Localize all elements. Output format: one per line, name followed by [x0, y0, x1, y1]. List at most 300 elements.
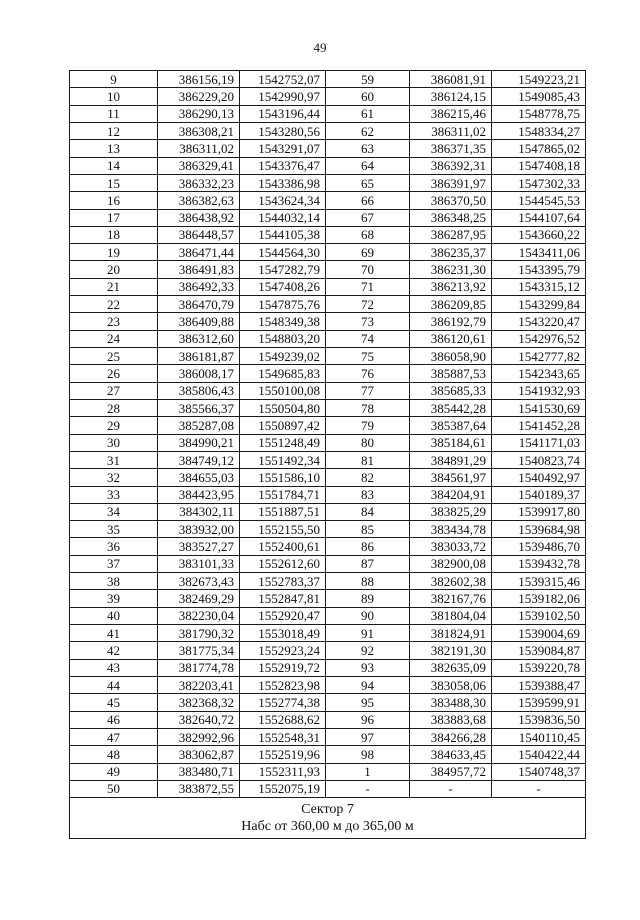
- y-coordinate-cell: 1551586,10: [240, 469, 326, 486]
- point-number-cell: 39: [70, 590, 158, 607]
- x-coordinate-cell: 383480,71: [158, 763, 240, 780]
- y-coordinate-cell: 1540189,37: [492, 486, 586, 503]
- y-coordinate-cell: 1552075,19: [240, 780, 326, 797]
- x-coordinate-cell: 384204,91: [410, 486, 492, 503]
- x-coordinate-cell: 385184,61: [410, 434, 492, 451]
- point-number-cell: 72: [326, 296, 410, 313]
- table-row: [70, 192, 586, 209]
- x-coordinate-cell: 381804,04: [410, 607, 492, 624]
- point-number-cell: 90: [326, 607, 410, 624]
- table-row: [70, 209, 586, 226]
- y-coordinate-cell: 1551248,49: [240, 434, 326, 451]
- y-coordinate-cell: 1539220,78: [492, 659, 586, 676]
- y-coordinate-cell: 1552919,72: [240, 659, 326, 676]
- table-row: [70, 780, 586, 797]
- y-coordinate-cell: 1547875,76: [240, 296, 326, 313]
- point-number-cell: 35: [70, 521, 158, 538]
- table-row: [70, 486, 586, 503]
- x-coordinate-cell: 384990,21: [158, 434, 240, 451]
- point-number-cell: 36: [70, 538, 158, 555]
- y-coordinate-cell: 1543220,47: [492, 313, 586, 330]
- x-coordinate-cell: 382167,76: [410, 590, 492, 607]
- x-coordinate-cell: 385806,43: [158, 382, 240, 399]
- point-number-cell: 46: [70, 711, 158, 728]
- point-number-cell: 82: [326, 469, 410, 486]
- y-coordinate-cell: 1547408,26: [240, 278, 326, 295]
- y-coordinate-cell: 1543299,84: [492, 296, 586, 313]
- table-row: [70, 451, 586, 468]
- table-row: [70, 140, 586, 157]
- point-number-cell: 10: [70, 88, 158, 105]
- y-coordinate-cell: 1552548,31: [240, 728, 326, 745]
- point-number-cell: 63: [326, 140, 410, 157]
- y-coordinate-cell: 1552923,24: [240, 642, 326, 659]
- y-coordinate-cell: 1540492,97: [492, 469, 586, 486]
- x-coordinate-cell: 381790,32: [158, 625, 240, 642]
- x-coordinate-cell: 386371,35: [410, 140, 492, 157]
- x-coordinate-cell: 386229,20: [158, 88, 240, 105]
- point-number-cell: 94: [326, 676, 410, 693]
- table-row: [70, 157, 586, 174]
- table-row: [70, 71, 586, 88]
- x-coordinate-cell: 386392,31: [410, 157, 492, 174]
- point-number-cell: 27: [70, 382, 158, 399]
- x-coordinate-cell: 383527,27: [158, 538, 240, 555]
- point-number-cell: 79: [326, 417, 410, 434]
- table-row: [70, 278, 586, 295]
- x-coordinate-cell: 385287,08: [158, 417, 240, 434]
- point-number-cell: 38: [70, 573, 158, 590]
- y-coordinate-cell: 1552823,98: [240, 676, 326, 693]
- point-number-cell: 70: [326, 261, 410, 278]
- x-coordinate-cell: 385442,28: [410, 399, 492, 416]
- table-row: [70, 261, 586, 278]
- table-row: [70, 313, 586, 330]
- point-number-cell: 41: [70, 625, 158, 642]
- x-coordinate-cell: 382203,41: [158, 676, 240, 693]
- point-number-cell: 23: [70, 313, 158, 330]
- point-number-cell: 95: [326, 694, 410, 711]
- y-coordinate-cell: 1548334,27: [492, 122, 586, 139]
- point-number-cell: 91: [326, 625, 410, 642]
- x-coordinate-cell: 386312,60: [158, 330, 240, 347]
- table-row: [70, 728, 586, 745]
- y-coordinate-cell: 1544564,30: [240, 244, 326, 261]
- point-number-cell: 18: [70, 226, 158, 243]
- x-coordinate-cell: 386008,17: [158, 365, 240, 382]
- table-row: [70, 296, 586, 313]
- y-coordinate-cell: 1543315,12: [492, 278, 586, 295]
- y-coordinate-cell: 1541932,93: [492, 382, 586, 399]
- x-coordinate-cell: 385566,37: [158, 399, 240, 416]
- x-coordinate-cell: 386235,37: [410, 244, 492, 261]
- x-coordinate-cell: 383825,29: [410, 503, 492, 520]
- y-coordinate-cell: 1552783,37: [240, 573, 326, 590]
- y-coordinate-cell: 1542976,52: [492, 330, 586, 347]
- x-coordinate-cell: 385887,53: [410, 365, 492, 382]
- table-row: [70, 244, 586, 261]
- x-coordinate-cell: 386409,88: [158, 313, 240, 330]
- point-number-cell: 29: [70, 417, 158, 434]
- x-coordinate-cell: 384423,95: [158, 486, 240, 503]
- sector-footer: [70, 798, 586, 839]
- y-coordinate-cell: 1539388,47: [492, 676, 586, 693]
- point-number-cell: 31: [70, 451, 158, 468]
- table-row: [70, 607, 586, 624]
- y-coordinate-cell: 1550897,42: [240, 417, 326, 434]
- point-number-cell: 22: [70, 296, 158, 313]
- x-coordinate-cell: 383062,87: [158, 746, 240, 763]
- table-row: [70, 434, 586, 451]
- x-coordinate-cell: 382900,08: [410, 555, 492, 572]
- point-number-cell: 34: [70, 503, 158, 520]
- y-coordinate-cell: 1539182,06: [492, 590, 586, 607]
- y-coordinate-cell: 1543624,34: [240, 192, 326, 209]
- x-coordinate-cell: 386124,15: [410, 88, 492, 105]
- table-row: [70, 88, 586, 105]
- x-coordinate-cell: 384561,97: [410, 469, 492, 486]
- y-coordinate-cell: 1547282,79: [240, 261, 326, 278]
- x-coordinate-cell: 386209,85: [410, 296, 492, 313]
- table-row: [70, 330, 586, 347]
- point-number-cell: 93: [326, 659, 410, 676]
- point-number-cell: 59: [326, 71, 410, 88]
- y-coordinate-cell: 1543660,22: [492, 226, 586, 243]
- x-coordinate-cell: 385685,33: [410, 382, 492, 399]
- x-coordinate-cell: 383033,72: [410, 538, 492, 555]
- x-coordinate-cell: 386181,87: [158, 348, 240, 365]
- point-number-cell: 65: [326, 174, 410, 191]
- sector-height-range: Набс от 360,00 м до 365,00 м: [241, 819, 414, 835]
- point-number-cell: 68: [326, 226, 410, 243]
- y-coordinate-cell: 1540110,45: [492, 728, 586, 745]
- point-number-cell: 32: [70, 469, 158, 486]
- y-coordinate-cell: 1541171,03: [492, 434, 586, 451]
- x-coordinate-cell: 382230,04: [158, 607, 240, 624]
- x-coordinate-cell: 386308,21: [158, 122, 240, 139]
- point-number-cell: 42: [70, 642, 158, 659]
- x-coordinate-cell: 386329,41: [158, 157, 240, 174]
- y-coordinate-cell: 1552400,61: [240, 538, 326, 555]
- y-coordinate-cell: 1539836,50: [492, 711, 586, 728]
- point-number-cell: 92: [326, 642, 410, 659]
- x-coordinate-cell: 384655,03: [158, 469, 240, 486]
- x-coordinate-cell: 383058,06: [410, 676, 492, 693]
- table-row: [70, 503, 586, 520]
- x-coordinate-cell: 386192,79: [410, 313, 492, 330]
- x-coordinate-cell: 381775,34: [158, 642, 240, 659]
- y-coordinate-cell: 1543196,44: [240, 105, 326, 122]
- x-coordinate-cell: 383488,30: [410, 694, 492, 711]
- y-coordinate-cell: 1549223,21: [492, 71, 586, 88]
- point-number-cell: 25: [70, 348, 158, 365]
- point-number-cell: 28: [70, 399, 158, 416]
- table-row: [70, 659, 586, 676]
- x-coordinate-cell: 386471,44: [158, 244, 240, 261]
- point-number-cell: 47: [70, 728, 158, 745]
- point-number-cell: 19: [70, 244, 158, 261]
- table-row: [70, 555, 586, 572]
- point-number-cell: 61: [326, 105, 410, 122]
- x-coordinate-cell: 383872,55: [158, 780, 240, 797]
- y-coordinate-cell: 1549685,83: [240, 365, 326, 382]
- x-coordinate-cell: 386438,92: [158, 209, 240, 226]
- y-coordinate-cell: 1539432,78: [492, 555, 586, 572]
- table-row: [70, 763, 586, 780]
- y-coordinate-cell: 1551492,34: [240, 451, 326, 468]
- point-number-cell: 21: [70, 278, 158, 295]
- y-coordinate-cell: 1539486,70: [492, 538, 586, 555]
- point-number-cell: 26: [70, 365, 158, 382]
- table-row: [70, 226, 586, 243]
- point-number-cell: 69: [326, 244, 410, 261]
- x-coordinate-cell: 385387,64: [410, 417, 492, 434]
- y-coordinate-cell: 1540422,44: [492, 746, 586, 763]
- point-number-cell: 78: [326, 399, 410, 416]
- y-coordinate-cell: -: [492, 780, 586, 797]
- y-coordinate-cell: 1547302,33: [492, 174, 586, 191]
- x-coordinate-cell: 386156,19: [158, 71, 240, 88]
- table-row: [70, 348, 586, 365]
- point-number-cell: 13: [70, 140, 158, 157]
- point-number-cell: 76: [326, 365, 410, 382]
- point-number-cell: 1: [326, 763, 410, 780]
- y-coordinate-cell: 1552847,81: [240, 590, 326, 607]
- x-coordinate-cell: 382992,96: [158, 728, 240, 745]
- point-number-cell: 77: [326, 382, 410, 399]
- y-coordinate-cell: 1543395,79: [492, 261, 586, 278]
- y-coordinate-cell: 1547408,18: [492, 157, 586, 174]
- point-number-cell: 40: [70, 607, 158, 624]
- point-number-cell: 45: [70, 694, 158, 711]
- table-row: [70, 590, 586, 607]
- y-coordinate-cell: 1550100,08: [240, 382, 326, 399]
- point-number-cell: 98: [326, 746, 410, 763]
- point-number-cell: 12: [70, 122, 158, 139]
- x-coordinate-cell: 384302,11: [158, 503, 240, 520]
- x-coordinate-cell: 386370,50: [410, 192, 492, 209]
- point-number-cell: 96: [326, 711, 410, 728]
- point-number-cell: 74: [326, 330, 410, 347]
- table-row: [70, 382, 586, 399]
- y-coordinate-cell: 1539084,87: [492, 642, 586, 659]
- point-number-cell: 15: [70, 174, 158, 191]
- x-coordinate-cell: 386382,63: [158, 192, 240, 209]
- y-coordinate-cell: 1540823,74: [492, 451, 586, 468]
- y-coordinate-cell: 1543376,47: [240, 157, 326, 174]
- point-number-cell: 85: [326, 521, 410, 538]
- y-coordinate-cell: 1552519,96: [240, 746, 326, 763]
- x-coordinate-cell: 386231,30: [410, 261, 492, 278]
- point-number-cell: 48: [70, 746, 158, 763]
- table-row: [70, 521, 586, 538]
- x-coordinate-cell: 386213,92: [410, 278, 492, 295]
- y-coordinate-cell: 1542752,07: [240, 71, 326, 88]
- point-number-cell: 37: [70, 555, 158, 572]
- y-coordinate-cell: 1552774,38: [240, 694, 326, 711]
- x-coordinate-cell: 381774,78: [158, 659, 240, 676]
- y-coordinate-cell: 1544105,38: [240, 226, 326, 243]
- table-row: [70, 642, 586, 659]
- point-number-cell: 50: [70, 780, 158, 797]
- y-coordinate-cell: 1548349,38: [240, 313, 326, 330]
- y-coordinate-cell: 1539004,69: [492, 625, 586, 642]
- x-coordinate-cell: 386311,02: [158, 140, 240, 157]
- y-coordinate-cell: 1539315,46: [492, 573, 586, 590]
- x-coordinate-cell: 384266,28: [410, 728, 492, 745]
- point-number-cell: 60: [326, 88, 410, 105]
- coordinates-table: [69, 70, 586, 839]
- x-coordinate-cell: 382368,32: [158, 694, 240, 711]
- point-number-cell: 75: [326, 348, 410, 365]
- x-coordinate-cell: 383434,78: [410, 521, 492, 538]
- table-row: [70, 538, 586, 555]
- x-coordinate-cell: 386081,91: [410, 71, 492, 88]
- x-coordinate-cell: 386348,25: [410, 209, 492, 226]
- point-number-cell: 16: [70, 192, 158, 209]
- y-coordinate-cell: 1541530,69: [492, 399, 586, 416]
- point-number-cell: 66: [326, 192, 410, 209]
- point-number-cell: 83: [326, 486, 410, 503]
- y-coordinate-cell: 1540748,37: [492, 763, 586, 780]
- y-coordinate-cell: 1543291,07: [240, 140, 326, 157]
- y-coordinate-cell: 1553018,49: [240, 625, 326, 642]
- x-coordinate-cell: 386287,95: [410, 226, 492, 243]
- x-coordinate-cell: 381824,91: [410, 625, 492, 642]
- x-coordinate-cell: 383932,00: [158, 521, 240, 538]
- x-coordinate-cell: 386491,83: [158, 261, 240, 278]
- y-coordinate-cell: 1539684,98: [492, 521, 586, 538]
- point-number-cell: 84: [326, 503, 410, 520]
- point-number-cell: 43: [70, 659, 158, 676]
- point-number-cell: 73: [326, 313, 410, 330]
- x-coordinate-cell: 383101,33: [158, 555, 240, 572]
- table-row: [70, 365, 586, 382]
- point-number-cell: 24: [70, 330, 158, 347]
- y-coordinate-cell: 1552920,47: [240, 607, 326, 624]
- table-row: [70, 746, 586, 763]
- table-row: [70, 711, 586, 728]
- x-coordinate-cell: 386391,97: [410, 174, 492, 191]
- table-row: [70, 417, 586, 434]
- y-coordinate-cell: 1550504,80: [240, 399, 326, 416]
- page-number: 49: [313, 40, 327, 55]
- point-number-cell: 88: [326, 573, 410, 590]
- y-coordinate-cell: 1542343,65: [492, 365, 586, 382]
- x-coordinate-cell: 383883,68: [410, 711, 492, 728]
- x-coordinate-cell: 382673,43: [158, 573, 240, 590]
- x-coordinate-cell: 382469,29: [158, 590, 240, 607]
- y-coordinate-cell: 1544032,14: [240, 209, 326, 226]
- x-coordinate-cell: 386492,33: [158, 278, 240, 295]
- table-row: [70, 694, 586, 711]
- table-row: [70, 174, 586, 191]
- point-number-cell: 87: [326, 555, 410, 572]
- point-number-cell: 97: [326, 728, 410, 745]
- coordinates-table-body: [70, 71, 586, 798]
- sector-title: Сектор 7: [301, 802, 354, 818]
- x-coordinate-cell: 386470,79: [158, 296, 240, 313]
- x-coordinate-cell: 384891,29: [410, 451, 492, 468]
- point-number-cell: 81: [326, 451, 410, 468]
- x-coordinate-cell: 386332,23: [158, 174, 240, 191]
- x-coordinate-cell: 382602,38: [410, 573, 492, 590]
- y-coordinate-cell: 1542777,82: [492, 348, 586, 365]
- point-number-cell: 30: [70, 434, 158, 451]
- point-number-cell: 33: [70, 486, 158, 503]
- x-coordinate-cell: 386448,57: [158, 226, 240, 243]
- y-coordinate-cell: 1539917,80: [492, 503, 586, 520]
- table-row: [70, 676, 586, 693]
- point-number-cell: 62: [326, 122, 410, 139]
- x-coordinate-cell: 386120,61: [410, 330, 492, 347]
- y-coordinate-cell: 1542990,97: [240, 88, 326, 105]
- y-coordinate-cell: 1539102,50: [492, 607, 586, 624]
- y-coordinate-cell: 1541452,28: [492, 417, 586, 434]
- point-number-cell: 44: [70, 676, 158, 693]
- x-coordinate-cell: 386311,02: [410, 122, 492, 139]
- point-number-cell: 9: [70, 71, 158, 88]
- y-coordinate-cell: 1552612,60: [240, 555, 326, 572]
- y-coordinate-cell: 1543280,56: [240, 122, 326, 139]
- table-row: [70, 625, 586, 642]
- y-coordinate-cell: 1544545,53: [492, 192, 586, 209]
- y-coordinate-cell: 1549085,43: [492, 88, 586, 105]
- x-coordinate-cell: 386058,90: [410, 348, 492, 365]
- point-number-cell: -: [326, 780, 410, 797]
- y-coordinate-cell: 1552311,93: [240, 763, 326, 780]
- point-number-cell: 80: [326, 434, 410, 451]
- y-coordinate-cell: 1548803,20: [240, 330, 326, 347]
- x-coordinate-cell: 386215,46: [410, 105, 492, 122]
- y-coordinate-cell: 1548778,75: [492, 105, 586, 122]
- y-coordinate-cell: 1539599,91: [492, 694, 586, 711]
- x-coordinate-cell: 384633,45: [410, 746, 492, 763]
- y-coordinate-cell: 1551784,71: [240, 486, 326, 503]
- point-number-cell: 20: [70, 261, 158, 278]
- y-coordinate-cell: 1543411,06: [492, 244, 586, 261]
- y-coordinate-cell: 1552155,50: [240, 521, 326, 538]
- x-coordinate-cell: 382640,72: [158, 711, 240, 728]
- y-coordinate-cell: 1547865,02: [492, 140, 586, 157]
- y-coordinate-cell: 1549239,02: [240, 348, 326, 365]
- y-coordinate-cell: 1552688,62: [240, 711, 326, 728]
- table-row: [70, 573, 586, 590]
- table-row: [70, 399, 586, 416]
- point-number-cell: 67: [326, 209, 410, 226]
- point-number-cell: 11: [70, 105, 158, 122]
- point-number-cell: 86: [326, 538, 410, 555]
- sector-footer-row: [70, 798, 586, 839]
- x-coordinate-cell: -: [410, 780, 492, 797]
- point-number-cell: 17: [70, 209, 158, 226]
- x-coordinate-cell: 382191,30: [410, 642, 492, 659]
- table-row: [70, 122, 586, 139]
- x-coordinate-cell: 386290,13: [158, 105, 240, 122]
- point-number-cell: 71: [326, 278, 410, 295]
- y-coordinate-cell: 1551887,51: [240, 503, 326, 520]
- point-number-cell: 14: [70, 157, 158, 174]
- y-coordinate-cell: 1543386,98: [240, 174, 326, 191]
- point-number-cell: 49: [70, 763, 158, 780]
- y-coordinate-cell: 1544107,64: [492, 209, 586, 226]
- point-number-cell: 89: [326, 590, 410, 607]
- x-coordinate-cell: 384749,12: [158, 451, 240, 468]
- table-row: [70, 105, 586, 122]
- x-coordinate-cell: 384957,72: [410, 763, 492, 780]
- point-number-cell: 64: [326, 157, 410, 174]
- x-coordinate-cell: 382635,09: [410, 659, 492, 676]
